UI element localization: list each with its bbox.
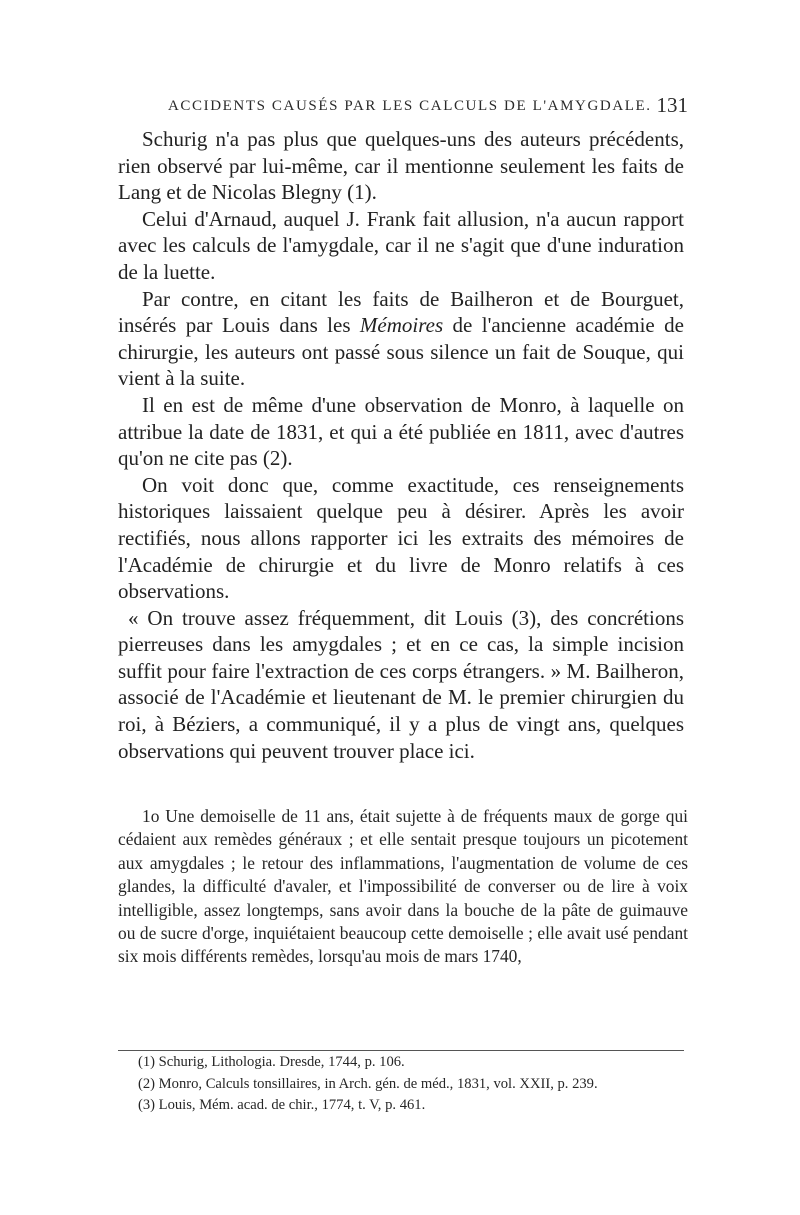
italic-title: Mémoires — [359, 313, 444, 338]
observation-paragraph: 1o Une demoiselle de 11 ans, était sujette à de fréquents maux de gorge qui cédaient aux remèdes généraux ; et elle sentait presque toujours un picotement aux amygdales ; le retour des inflammations, l'augmentation de volume de ces glandes, la difficulté d'avaler, et l'impossibilité de converser ou de lire à voix intelligible, assez longtemps, sans avoir dans la bouche de la pâte de guimauve ou de sucre d'orge, inquiétaient beaucoup cette demoiselle ; elle avait usé pendant six mois différents remèdes, lorsqu'au mois de mars 1740, — [118, 806, 688, 967]
footnote: (1) Schurig, Lithologia. Dresde, 1744, p. 106. — [138, 1054, 405, 1070]
running-title: ACCIDENTS CAUSÉS PAR LES CALCULS DE L'AMYGDALE. — [168, 98, 652, 114]
paragraph: Par contre, en citant les faits de Bailheron et de Bourguet, insérés par Louis dans les Mémoires de l'ancienne académie de chirurgie, les auteurs ont passé sous silence un fait de Souque, qui vient à la suite. — [118, 286, 684, 391]
page-number: 131 — [656, 93, 688, 117]
footnotes — [118, 1052, 688, 1117]
paragraph: Il en est de même d'une observation de Monro, à laquelle on attribue la date de 1831, et qui a été publiée en 1811, avec d'autres qu'on ne cite pas (2). — [118, 392, 684, 471]
footnote-rule — [118, 1050, 684, 1051]
paragraph: « On trouve assez fréquemment, dit Louis (3), des concrétions pierreuses dans les amygdales ; et en ce cas, la simple incision suffit pour faire l'extraction de ces corps étrangers. » M. Bailheron, associé de l'Académie et lieutenant de M. le premier chirurgien du roi, à Béziers, a communiqué, il y a plus de vingt ans, quelques observations qui peuvent trouver place ici. — [118, 605, 684, 763]
paragraph: On voit donc que, comme exactitude, ces renseignements historiques laissaient quelque peu à désirer. Après les avoir rectifiés, nous allons rapporter ici les extraits des mémoires de l'Académie de chirurgie et du livre de Monro relatifs à ces observations. — [118, 472, 684, 604]
main-text — [118, 126, 684, 764]
paragraph: Celui d'Arnaud, auquel J. Frank fait allusion, n'a aucun rapport avec les calculs de l'amygdale, car il ne s'agit que d'une induration de la luette. — [118, 206, 684, 284]
footnote: (3) Louis, Mém. acad. de chir., 1774, t. V, p. 461. — [138, 1097, 426, 1113]
observation-block — [118, 805, 688, 969]
footnote: (2) Monro, Calculs tonsillaires, in Arch. gén. de méd., 1831, vol. XXII, p. 239. — [138, 1075, 598, 1092]
paragraph: Schurig n'a pas plus que quelques-uns des auteurs précédents, rien observé par lui-même, car il mentionne seulement les faits de Lang et de Nicolas Blegny (1). — [118, 127, 684, 205]
running-header — [168, 93, 688, 117]
